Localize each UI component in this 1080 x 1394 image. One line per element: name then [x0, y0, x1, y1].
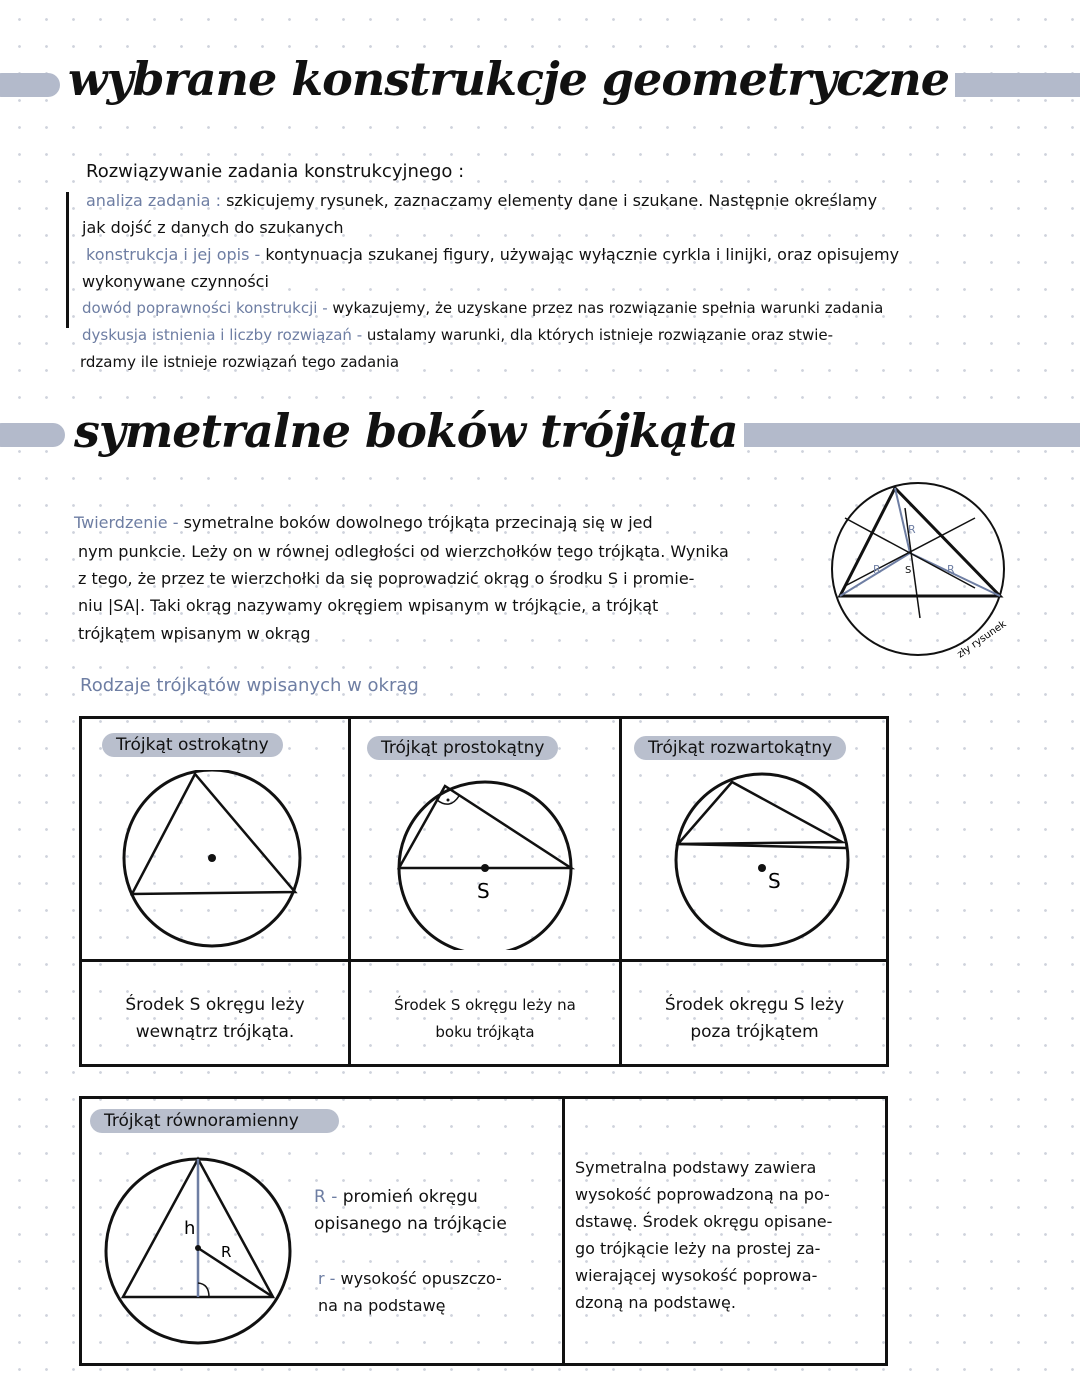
text: szkicujemy rysunek, zaznaczamy elementy dane i szukane. Następnie określamy	[226, 191, 878, 210]
caption-obtuse	[622, 992, 887, 1046]
type-label-right: Trójkąt prostokątny	[367, 736, 558, 760]
text: ustalamy warunki, dla których istnieje rozwiązanie oraz stwie-	[366, 326, 834, 344]
intro-item-3	[82, 295, 883, 322]
divider	[79, 959, 889, 962]
label-r: R	[873, 563, 881, 576]
acute-triangle-figure	[120, 770, 310, 950]
legend-text: promień okręgu	[342, 1187, 478, 1207]
legend-text: na na podstawę	[318, 1296, 446, 1315]
text: symetralne boków dowolnego trójkąta przecinają się w jed	[183, 513, 653, 532]
label-r: R	[947, 563, 955, 576]
header-bar-left	[0, 73, 60, 97]
isosceles-note	[575, 1154, 880, 1316]
circumcircle-figure	[825, 478, 1015, 668]
label-s: S	[768, 869, 781, 893]
intro-heading: Rozwiązywanie zadania konstrukcyjnego :	[86, 161, 465, 182]
timeline-line	[66, 192, 69, 328]
note-line: go trójkącie leży na prostej za-	[575, 1239, 821, 1258]
type-label-isosceles: Trójkąt równoramienny	[90, 1109, 339, 1133]
label-r: R	[221, 1243, 232, 1261]
theorem-line-5: trójkątem wpisanym w okrąg	[78, 624, 311, 643]
note-line: dzoną na podstawę.	[575, 1293, 736, 1312]
legend-radius	[314, 1184, 507, 1238]
page-title: wybrane konstrukcje geometryczne	[62, 52, 955, 106]
label-s: S	[477, 879, 490, 903]
theorem-line-3: z tego, że przez te wierzchołki da się poprowadzić okrąg o środku S i promie-	[78, 569, 695, 588]
type-label-acute: Trójkąt ostrokątny	[102, 733, 283, 757]
intro-item-2-cont: wykonywane czynności	[82, 272, 269, 291]
term: analiza zadania :	[86, 191, 221, 210]
theorem-line-1	[74, 509, 653, 536]
note-line: wysokość poprowadzoną na po-	[575, 1185, 830, 1204]
caption-line: Środek S okręgu leży na	[394, 996, 576, 1014]
header-bar-left-2	[0, 423, 65, 447]
caption-line: Środek S okręgu leży	[125, 995, 305, 1015]
caption-line: wewnątrz trójkąta.	[135, 1022, 295, 1042]
right-triangle-figure	[395, 770, 585, 950]
figure-note: zły rysunek	[955, 618, 1009, 661]
intro-item-1-cont: jak dojść z danych do szukanych	[82, 218, 344, 237]
legend-text: opisanego na trójkącie	[314, 1214, 507, 1234]
theorem-line-4: niu |SA|. Taki okrąg nazywamy okręgiem wpisanym w trójkącie, a trójkąt	[78, 596, 659, 615]
text: kontynuacja szukanej figury, używając wyłącznie cyrkla i linijki, oraz opisujemy	[265, 245, 900, 264]
caption-right	[351, 992, 619, 1046]
intro-item-4	[82, 322, 833, 349]
caption-line: Środek okręgu S leży	[664, 995, 845, 1015]
divider	[562, 1096, 565, 1366]
term: dyskusja istnienia i liczby rozwiązań -	[82, 326, 363, 344]
label-s: S	[905, 565, 912, 576]
intro-item-2	[86, 241, 899, 268]
theorem-term: Twierdzenie -	[74, 513, 179, 532]
theorem-line-2: nym punkcie. Leży on w równej odległości od wierzchołków tego trójkąta. Wynika	[78, 542, 729, 561]
term: konstrukcja i jej opis -	[86, 245, 261, 264]
label-r: R	[908, 523, 916, 536]
note-line: Symetralna podstawy zawiera	[575, 1158, 817, 1177]
note-line: dstawę. Środek okręgu opisane-	[575, 1212, 833, 1231]
legend-symbol: r -	[318, 1269, 336, 1288]
note-line: wierającej wysokość poprowa-	[575, 1266, 818, 1285]
section-title: symetralne boków trójkąta	[68, 404, 744, 458]
legend-symbol: R -	[314, 1187, 338, 1207]
legend-height	[318, 1265, 502, 1319]
term: dowód poprawności konstrukcji -	[82, 299, 328, 317]
isosceles-triangle-figure	[103, 1156, 293, 1346]
intro-item-1	[86, 187, 877, 214]
obtuse-triangle-figure	[672, 772, 862, 952]
type-label-obtuse: Trójkąt rozwartokątny	[634, 736, 846, 760]
legend-text: wysokość opuszczo-	[340, 1269, 502, 1288]
text: wykazujemy, że uzyskane przez nas rozwiązanie spełnia warunki zadania	[332, 299, 884, 317]
intro-item-4-cont: rdzamy ile istnieje rozwiązań tego zadania	[80, 353, 400, 371]
caption-line: poza trójkątem	[690, 1022, 819, 1042]
types-heading: Rodzaje trójkątów wpisanych w okrąg	[80, 675, 419, 696]
label-h: h	[184, 1218, 196, 1239]
caption-acute	[82, 992, 348, 1046]
caption-line: boku trójkąta	[435, 1023, 535, 1041]
